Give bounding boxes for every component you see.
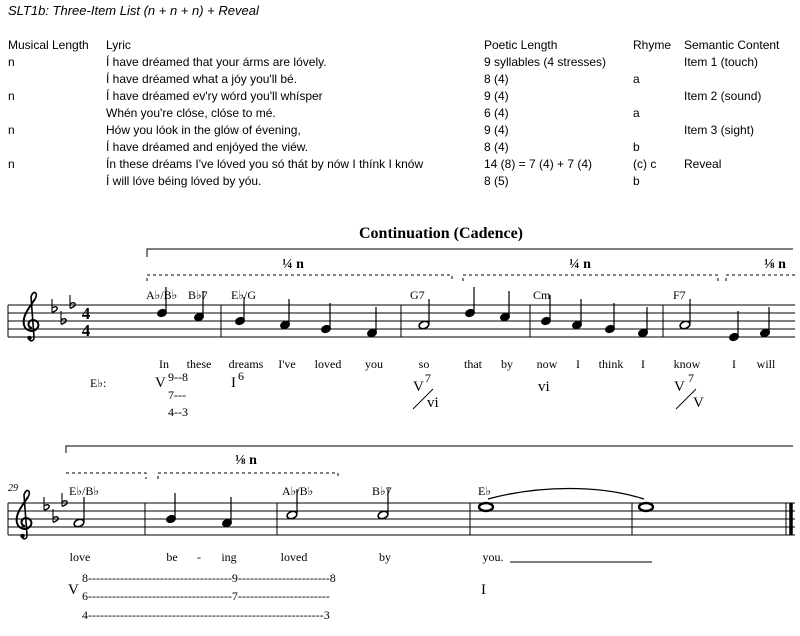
svg-text:4: 4 [81, 304, 91, 323]
note [367, 307, 378, 338]
treble-clef-icon [24, 293, 39, 341]
note [321, 303, 332, 334]
lyric-syllable: think [598, 357, 624, 371]
semantic-content-cell: Item 2 (sound) [684, 89, 762, 103]
figured-bass: 7--- [168, 388, 186, 402]
semantic-content-cell: Item 3 (sight) [684, 123, 755, 137]
header-musical-length: Musical Length [8, 38, 89, 52]
poetic-length-cell: 9 (4) [484, 123, 509, 137]
lyric-cell: Í will lóve béing lóved by yóu. [106, 174, 262, 188]
tie [488, 489, 644, 500]
note [280, 299, 291, 330]
roman-numeral: V [693, 395, 704, 411]
flat-icon [70, 295, 75, 309]
figured-bass-line: 4-----------------------------------------------------------3 [82, 608, 330, 622]
continuation-bracket-cont [66, 446, 793, 453]
rhyme-cell: b [633, 140, 640, 154]
poetic-length-cell: 9 (4) [484, 89, 509, 103]
lyric-hyphen: - [197, 550, 201, 564]
roman-numeral: V [155, 375, 166, 391]
rhyme-cell: (c) c [633, 157, 657, 171]
notes-system-2 [73, 489, 653, 528]
figured-bass-line: 6------------------------------------7----------------------- [82, 589, 330, 603]
poetic-length-cell: 8 (5) [484, 174, 509, 188]
roman-numeral-sup: 6 [238, 369, 244, 383]
continuation-bracket [147, 249, 793, 257]
table-row [8, 140, 798, 157]
lyric-syllable: by [501, 357, 513, 371]
lyric-cell: Í have dréamed and enjóyed the viéw. [106, 140, 309, 154]
lyric-syllable: In [159, 357, 169, 371]
lyric-syllable: you. [482, 550, 504, 564]
note [166, 493, 177, 524]
table-row [8, 106, 798, 123]
lyric-cell: Í have dréamed that your árms are lóvely. [106, 55, 327, 69]
lyric-syllable: will [756, 357, 776, 371]
semantic-content-cell: Reveal [684, 157, 722, 171]
quarter-bracket-label: ¼ n [282, 257, 304, 272]
poetic-length-cell: 9 syllables (4 stresses) [484, 55, 607, 69]
chord-symbol: F7 [673, 288, 686, 302]
measure-number: 29 [8, 483, 18, 494]
lyric-syllable: that [464, 357, 482, 371]
lyric-syllable: know [673, 357, 701, 371]
quarter-bracket-2 [463, 275, 718, 281]
staff-system-1 [8, 305, 795, 337]
roman-numeral: I [231, 375, 236, 391]
eighth-bracket-1 [726, 275, 795, 281]
roman-numeral: vi [538, 379, 550, 395]
rhyme-cell: a [633, 72, 640, 86]
musical-length-cell: n [8, 55, 15, 69]
time-signature [82, 304, 91, 340]
header-lyric: Lyric [106, 38, 131, 52]
poetic-length-cell: 14 (8) = 7 (4) + 7 (4) [484, 157, 593, 171]
lyric-syllable: so [418, 357, 430, 371]
lyric-syllable: loved [314, 357, 342, 371]
roman-numeral: V [413, 379, 424, 395]
staff-system-2 [8, 503, 795, 535]
chord-symbol: A♭/B♭ [282, 484, 314, 498]
lyric-syllable: by [379, 550, 391, 564]
whole-note [639, 503, 653, 511]
poetic-length-cell: 6 (4) [484, 106, 509, 120]
lyric-syllable: ing [221, 550, 237, 564]
header-semantic-content: Semantic Content [684, 38, 780, 52]
lyric-syllable: I [732, 357, 736, 371]
note [73, 497, 85, 528]
svg-text:4: 4 [81, 321, 91, 340]
roman-numeral-sup: 7 [425, 371, 431, 385]
note [572, 299, 583, 330]
lyric-syllable: you [365, 357, 383, 371]
lyric-syllable: I [576, 357, 580, 371]
musical-length-cell: n [8, 157, 15, 171]
table-row [8, 55, 798, 72]
lyric-syllable: be [166, 550, 178, 564]
flat-icon [52, 299, 57, 313]
note [760, 307, 771, 338]
note [605, 303, 616, 334]
musical-length-cell: n [8, 89, 15, 103]
section-title: Continuation (Cadence) [358, 225, 524, 242]
note [418, 299, 430, 330]
lyric-cell: Í have dréamed what a jóy you'll bé. [106, 72, 298, 86]
lyric-syllable: dreams [228, 357, 264, 371]
chord-symbol: B♭7 [372, 484, 392, 498]
figured-bass: 4--3 [168, 405, 188, 419]
table-row [8, 89, 798, 106]
chord-symbol: Cm [533, 288, 551, 302]
lyric-syllable: loved [280, 550, 308, 564]
note [500, 291, 511, 322]
lyric-cell: Í have dréamed ev'ry wórd you'll whísper [106, 89, 323, 103]
chord-symbol: A♭/B♭ [146, 288, 178, 302]
lyric-syllable: I've [278, 357, 296, 371]
roman-numeral-sup: 7 [688, 371, 694, 385]
eighth-bracket-label: ⅛ n [235, 453, 257, 468]
lyric-cell: Hów you lóok in the glów of évening, [106, 123, 301, 137]
lyric-syllable: now [536, 357, 558, 371]
flat-icon [44, 497, 49, 511]
quarter-bracket-1 [147, 275, 452, 281]
lyric-cell: Whén you're clóse, clóse to mé. [106, 106, 276, 120]
table-header-row [8, 38, 798, 55]
quarter-bracket-label: ¼ n [569, 257, 591, 272]
roman-numeral: vi [427, 395, 439, 411]
poetic-length-cell: 8 (4) [484, 72, 509, 86]
eighth-bracket-label: ⅛ n [764, 257, 786, 272]
table-row [8, 72, 798, 89]
note [222, 497, 233, 528]
document-title: SLT1b: Three-Item List (n + n + n) + Reveal [8, 3, 259, 18]
rhyme-cell: b [633, 174, 640, 188]
table-row [8, 157, 798, 174]
table-row [8, 123, 798, 140]
roman-numeral: V [674, 379, 685, 395]
chord-symbol: E♭/B♭ [69, 484, 99, 498]
music-score [0, 215, 800, 636]
note [465, 287, 476, 318]
chord-symbol: G7 [410, 288, 425, 302]
lyric-cell: Ín these dréams I've lóved you só thát by nów I thínk I knów [106, 157, 424, 171]
table-row [8, 174, 798, 191]
poetic-length-cell: 8 (4) [484, 140, 509, 154]
rhyme-cell: a [633, 106, 640, 120]
header-poetic-length: Poetic Length [484, 38, 558, 52]
semantic-content-cell: Item 1 (touch) [684, 55, 759, 69]
figured-bass-line: 8------------------------------------9-----------------------8 [82, 571, 336, 585]
note [729, 311, 740, 342]
musical-length-cell: n [8, 123, 15, 137]
header-rhyme: Rhyme [633, 38, 672, 52]
figured-bass: 9--8 [168, 370, 188, 384]
lyric-syllable: love [69, 550, 91, 564]
note [638, 307, 649, 338]
lyric-syllable: these [186, 357, 212, 371]
flat-icon [62, 493, 67, 507]
key-label: E♭: [90, 376, 107, 390]
chord-symbol: B♭7 [188, 288, 208, 302]
chord-symbol: E♭/G [231, 288, 256, 302]
treble-clef-icon [17, 491, 32, 539]
roman-numeral: I [481, 582, 486, 598]
roman-numeral: V [68, 582, 79, 598]
eighth-bracket-cont [66, 473, 146, 479]
note [679, 299, 691, 330]
lyric-syllable: I [641, 357, 645, 371]
whole-note [479, 503, 493, 511]
chord-symbol: E♭ [478, 484, 491, 498]
eighth-bracket-2 [158, 473, 338, 479]
